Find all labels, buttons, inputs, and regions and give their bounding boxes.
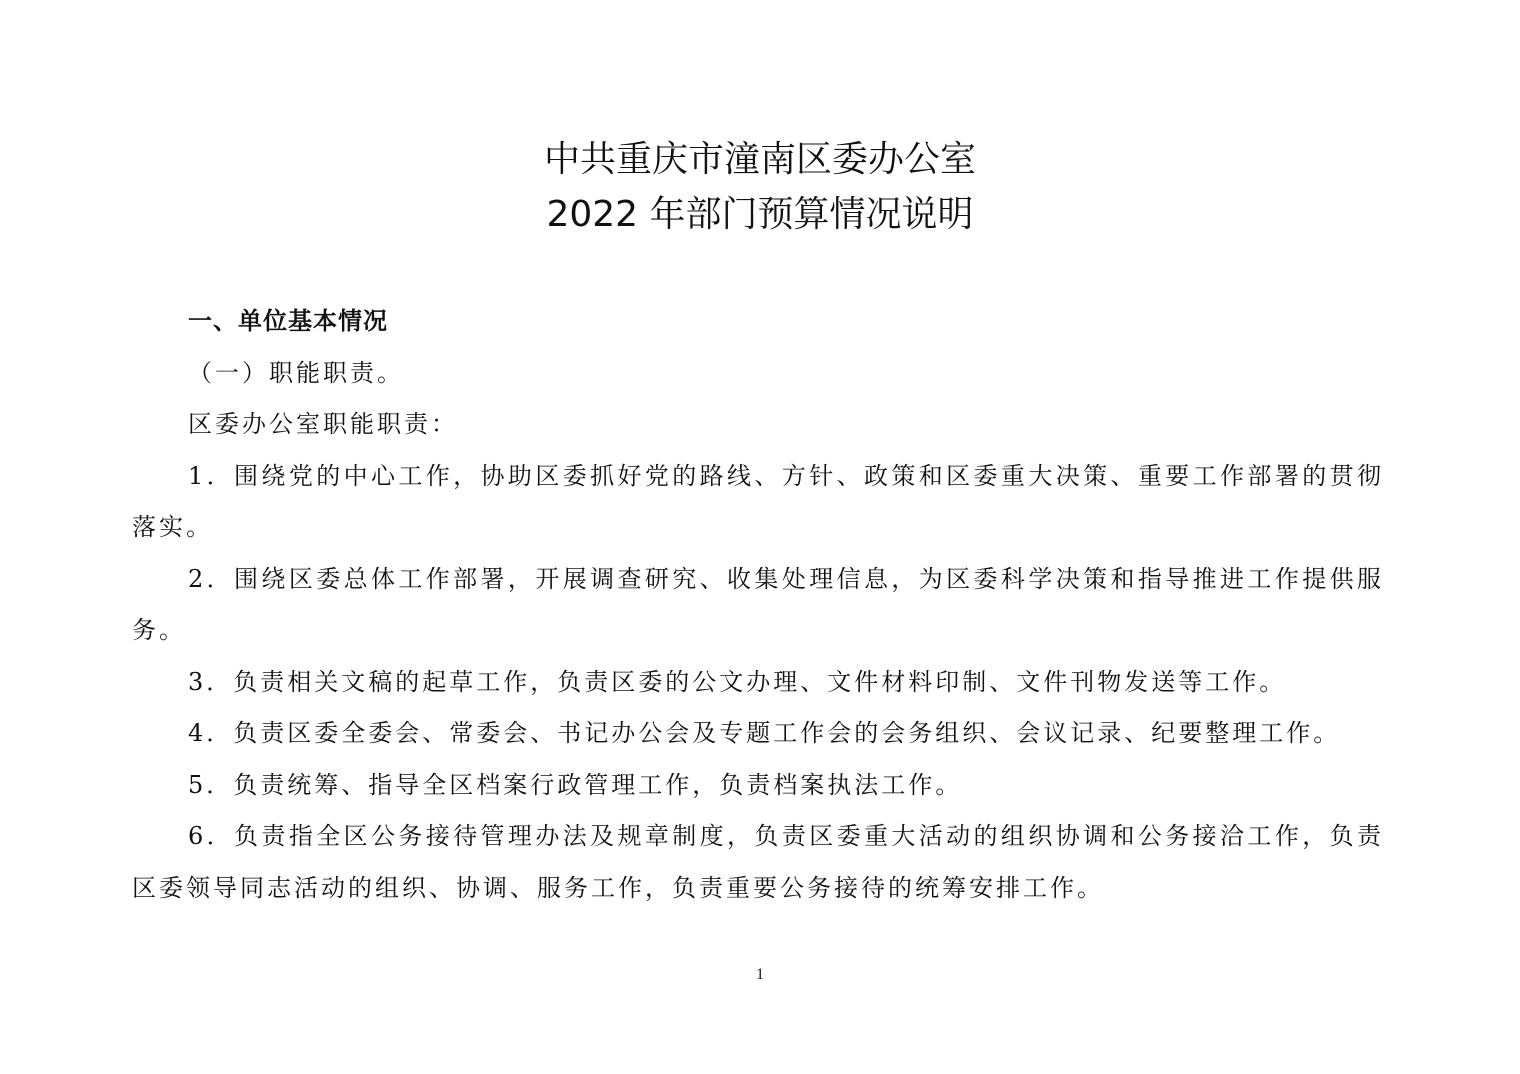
intro-paragraph: 区委办公室职能职责： bbox=[188, 410, 458, 438]
duty-item-1: 1．围绕党的中心工作，协助区委抓好党的路线、方针、政策和区委重大决策、重要工作部署的贯彻落实。 bbox=[132, 461, 1384, 541]
duty-item-2: 2．围绕区委总体工作部署，开展调查研究、收集处理信息，为区委科学决策和指导推进工作提供服务。 bbox=[132, 564, 1384, 644]
document-title-line-1: 中共重庆市潼南区委办公室 bbox=[543, 139, 976, 180]
subsection-heading: （一）职能职责。 bbox=[188, 358, 404, 387]
document-title-line-2: 2022 年部门预算情况说明 bbox=[546, 194, 974, 235]
duty-item-4: 4．负责区委全委会、常委会、书记办公会及专题工作会的会务组织、会议记录、纪要整理工作。 bbox=[188, 719, 1341, 747]
document-body bbox=[132, 296, 1384, 914]
duty-item-5: 5．负责统筹、指导全区档案行政管理工作，负责档案执法工作。 bbox=[188, 770, 963, 799]
duty-item-3: 3．负责相关文稿的起草工作，负责区委的公文办理、文件材料印制、文件刊物发送等工作。 bbox=[188, 667, 1287, 696]
section-heading: 一、单位基本情况 bbox=[188, 307, 388, 335]
duty-item-6: 6．负责指全区公务接待管理办法及规章制度，负责区委重大活动的组织协调和公务接洽工作，负责区委领导同志活动的组织、协调、服务工作，负责重要公务接待的统筹安排工作。 bbox=[132, 822, 1384, 902]
page-number: 1 bbox=[756, 966, 764, 983]
